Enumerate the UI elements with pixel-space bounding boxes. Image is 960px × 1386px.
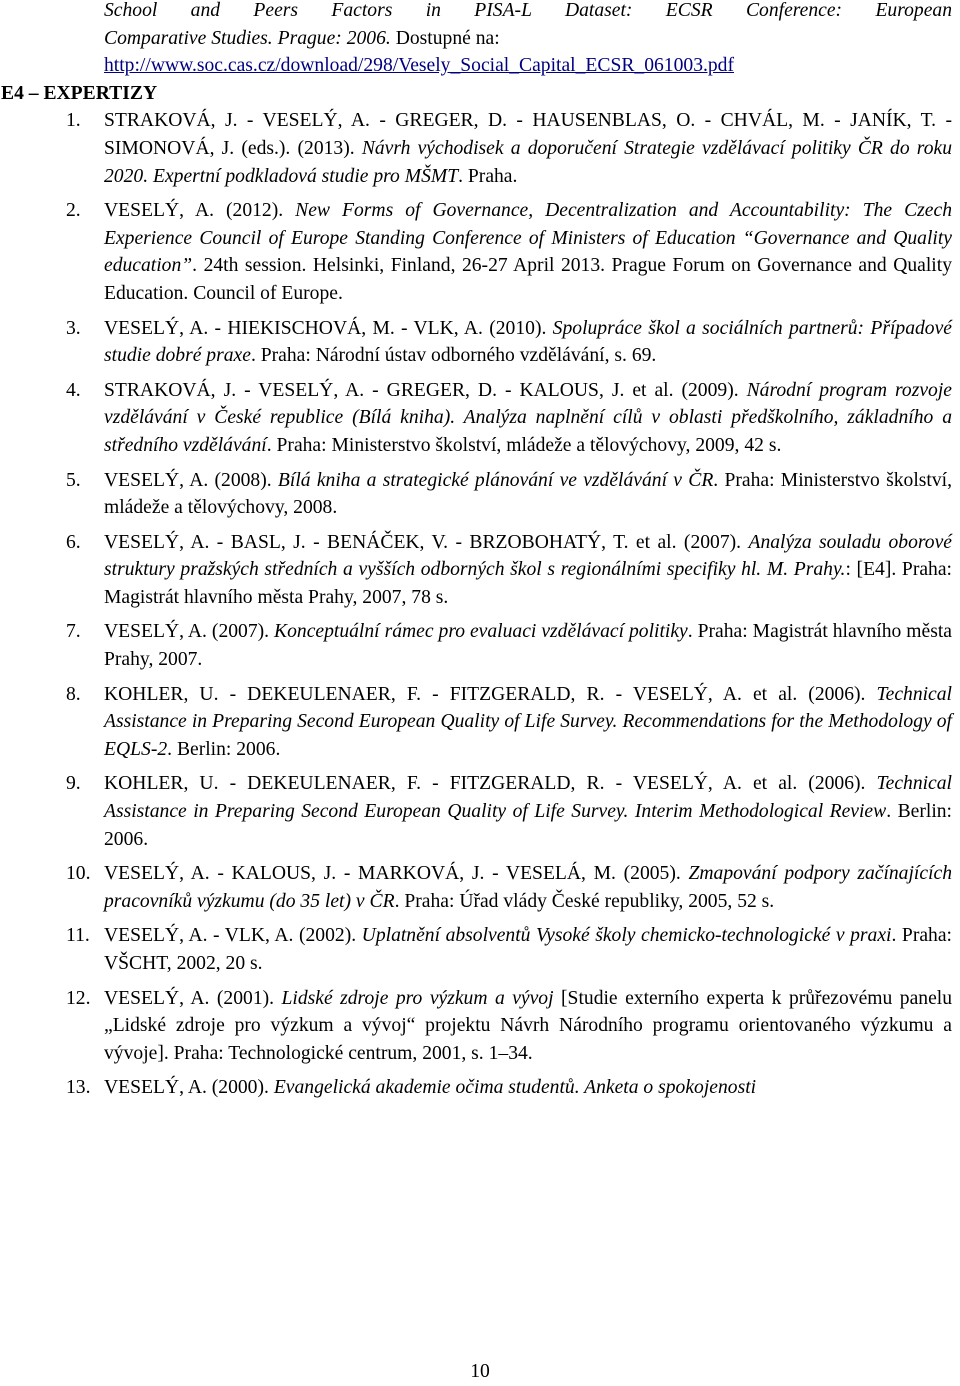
reference-text: KOHLER, U. - DEKEULENAER, F. - FITZGERALD, R. - VESELÝ, A. et al. (2006). (104, 683, 877, 705)
reference-text: . 24th session. Helsinki, Finland, 26-27 April 2013. Prague Forum on Governance and Quality Education. Council of Europe. (104, 255, 952, 304)
reference-item (66, 529, 952, 612)
reference-item (66, 1074, 952, 1102)
reference-number: 5. (66, 469, 81, 491)
reference-item (66, 985, 953, 1068)
continued-reference-line-3 (104, 52, 952, 80)
reference-item (66, 315, 952, 370)
reference-text: VESELÝ, A. - BASL, J. - BENÁČEK, V. - BRZOBOHATÝ, T. et al. (2007). (104, 531, 749, 553)
continued-reference-line-2: Comparative Studies. Prague: 2006. Dostupné na: (104, 27, 500, 49)
reference-title: Technical Assistance in Preparing Second European Quality of Life Survey. Recommendations for the Methodology of EQLS-2 (104, 683, 952, 760)
reference-text: VESELÝ, A. (2001). (104, 987, 282, 1009)
reference-item (66, 770, 953, 853)
reference-text: . Berlin: 2006. (167, 738, 281, 760)
reference-text: : [E4]. Praha: Magistrát hlavního města Prahy, 2007, 78 s. (104, 559, 952, 608)
reference-text: . Berlin: 2006. (104, 801, 953, 850)
reference-item (66, 860, 953, 915)
reference-number: 3. (66, 317, 81, 339)
reference-item (66, 618, 952, 673)
reference-number: 9. (66, 773, 81, 795)
reference-text: VESELÝ, A. (2012). (104, 200, 296, 222)
reference-title: Spolupráce škol a sociálních partnerů: Případové studie dobré praxe (104, 317, 952, 367)
reference-item (66, 107, 952, 190)
reference-title: Bílá kniha a strategické plánování ve vzdělávání v ČR (277, 469, 714, 491)
reference-number: 1. (66, 110, 81, 132)
reference-text: VESELÝ, A. (2007). (104, 621, 275, 643)
reference-text: STRAKOVÁ, J. - VESELÝ, A. - GREGER, D. - HAUSENBLAS, O. - CHVÁL, M. - JANÍK, T. - SIMONOVÁ, J. (eds.). (2013). (104, 110, 952, 159)
reference-title: Uplatnění absolventů Vysoké školy chemicko-technologické v praxi (361, 925, 892, 947)
reference-text: [Studie externího experta k průřezovému panelu „Lidské zdroje pro výzkum a vývoj“ projektu Návrh Národního programu orientovaného výzkumu a vývoje]. Praha: Technologické centrum, 2001, s. 1–34. (104, 987, 953, 1064)
reference-number: 13. (66, 1077, 91, 1099)
reference-title: Technical Assistance in Preparing Second European Quality of Life Survey. Interim Methodological Review (104, 773, 952, 823)
reference-title: Národní program rozvoje vzdělávání v České republice (Bílá kniha). Analýza naplnění cílů v oblasti předškolního, základního a středního vzdělávání (104, 379, 952, 456)
reference-title: Analýza souladu oborové struktury pražských středních a vyšších odborných škol s regionálními specifiky hl. M. Prahy. (104, 531, 952, 581)
reference-title: Zmapování podpory začínajících pracovníků výzkumu (do 35 let) v ČR (104, 863, 953, 912)
reference-item (66, 467, 952, 522)
reference-number: 11. (66, 925, 90, 947)
reference-title: Evangelická akademie očima studentů. Anketa o spokojenosti (273, 1077, 757, 1099)
reference-text: . Praha: Ministerstvo školství, mládeže a tělovýchovy, 2009, 42 s. (266, 434, 782, 456)
reference-number: 10. (66, 863, 91, 885)
reference-number: 12. (66, 987, 91, 1009)
reference-url-link[interactable]: http://www.soc.cas.cz/download/298/Vesely_Social_Capital_ECSR_061003.pdf (104, 55, 735, 77)
reference-number: 7. (66, 621, 81, 643)
reference-text: . Praha: VŠCHT, 2002, 20 s. (104, 925, 952, 974)
reference-text: . Praha: Ministerstvo školství, mládeže a tělovýchovy, 2008. (104, 469, 952, 519)
reference-text: VESELÝ, A. - KALOUS, J. - MARKOVÁ, J. - VESELÁ, M. (2005). (104, 863, 689, 885)
reference-number: 2. (66, 200, 81, 222)
reference-text: VESELÝ, A. (2000). (104, 1077, 274, 1099)
page-number: 10 (470, 1361, 490, 1382)
reference-text: . Praha: Národní ústav odborného vzdělávání, s. 69. (250, 345, 657, 367)
reference-text: VESELÝ, A. - VLK, A. (2002). (104, 925, 362, 947)
reference-title: Návrh východisek a doporučení Strategie vzdělávací politiky ČR do roku 2020. Expertní podkladová studie pro MŠMT (104, 137, 952, 187)
reference-text: . Praha: Magistrát hlavního města Prahy, 2007. (104, 621, 952, 671)
reference-text: . Praha: Úřad vlády České republiky, 2005, 52 s. (394, 890, 775, 912)
reference-number: 6. (66, 531, 81, 553)
continued-reference-line-1: School and Peers Factors in PISA-L Dataset: ECSR Conference: European (104, 0, 952, 21)
reference-item (66, 681, 952, 764)
reference-text: VESELÝ, A. - HIEKISCHOVÁ, M. - VLK, A. (2010). (104, 317, 553, 339)
reference-text: STRAKOVÁ, J. - VESELÝ, A. - GREGER, D. - KALOUS, J. et al. (2009). (104, 379, 747, 401)
continued-reference (104, 0, 952, 80)
reference-text: VESELÝ, A. (2008). (104, 469, 278, 491)
reference-list (0, 107, 960, 1102)
reference-title: Konceptuální rámec pro evaluaci vzdělávací politiky (274, 621, 688, 643)
reference-item (66, 922, 952, 977)
reference-title: Lidské zdroje pro výzkum a vývoj (281, 987, 554, 1009)
reference-item (66, 377, 952, 460)
reference-text: KOHLER, U. - DEKEULENAER, F. - FITZGERALD, R. - VESELÝ, A. et al. (2006). (104, 773, 877, 795)
reference-number: 8. (66, 683, 81, 705)
reference-text: . Praha. (458, 165, 518, 187)
section-heading: E4 – EXPERTIZY (1, 82, 158, 104)
reference-item (66, 197, 952, 307)
reference-number: 4. (66, 379, 81, 401)
reference-title: New Forms of Governance, Decentralization and Accountability: The Czech Experience Council of Europe Standing Conference of Ministers of Education “Governance and Quality education” (104, 200, 952, 277)
